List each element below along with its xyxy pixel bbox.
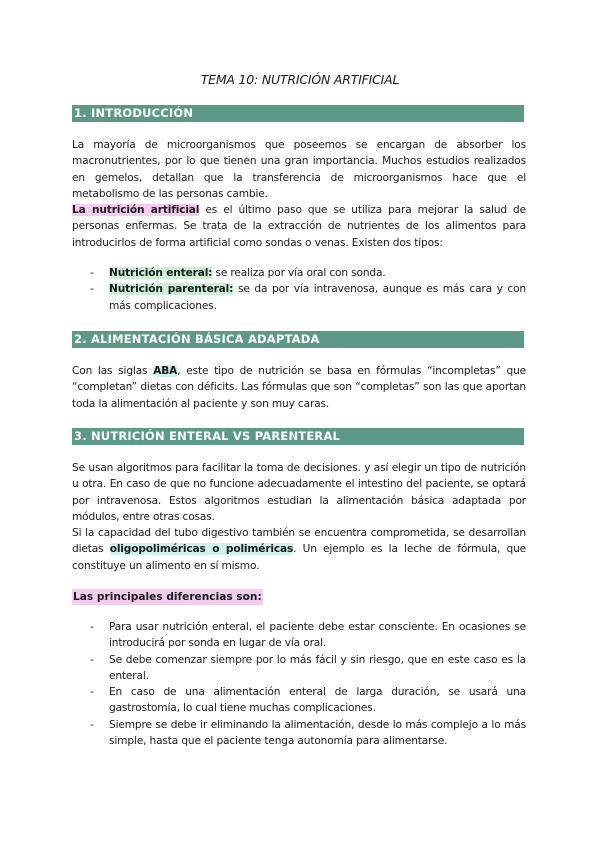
oligopolimericas-highlight: oligopoliméricas o poliméricas — [109, 543, 294, 556]
nutricion-artificial-highlight: La nutrición artificial — [72, 204, 200, 217]
differences-list — [72, 619, 526, 749]
list-item-text: se realiza por vía oral con sonda. — [212, 267, 386, 279]
nutrition-types-list — [72, 265, 526, 314]
list-item-term: Nutrición parenteral: — [109, 283, 234, 296]
section-body-alimentacion-basica — [72, 363, 526, 412]
list-item — [72, 652, 526, 685]
aba-text-before: Con las siglas — [72, 365, 154, 377]
dash-bullet: - — [90, 718, 94, 731]
algoritmos-paragraph: Se usan algoritmos para facilitar la toma de decisiones. y así elegir un tipo de nutrición u otra. En caso de que no funcione adecuadamente el intestino del paciente, se optará por intravenosa. Estos algoritmos estudian la alimentación básica adaptada por módulos, entre otras cosas. — [72, 462, 526, 523]
list-item-text: Siempre se debe ir eliminando la alimentación, desde lo más complejo a lo más simple, hasta que el paciente tenga autonomía para alimentarse. — [109, 718, 526, 748]
document-title: TEMA 10: NUTRICIÓN ARTIFICIAL — [200, 72, 400, 87]
section-heading-enteral-vs-parenteral: 3. NUTRICIÓN ENTERAL VS PARENTERAL — [72, 428, 524, 445]
dash-bullet: - — [90, 686, 94, 699]
list-item — [72, 717, 526, 750]
nutricion-artificial-paragraph — [72, 202, 526, 251]
nutricion-artificial-text: es el último paso que se utiliza para mejorar la salud de personas enfermas. Se trata de la extracción de nutrientes de los alimentos para introducirlos de forma artificial como sondas o venas. Existen dos tipos: — [72, 204, 526, 249]
section-heading-introduccion: 1. INTRODUCCIÓN — [72, 105, 524, 122]
dash-bullet: - — [90, 621, 94, 633]
aba-highlight: ABA — [153, 365, 178, 377]
tubo-text-before: Si la capacidad del tubo digestivo también se encuentra comprometida, se desarrollan dietas — [72, 527, 526, 556]
list-item-text: En caso de una alimentación enteral de larga duración, se usará una gastrostomía, lo cual tiene muchas complicaciones. — [109, 686, 526, 715]
list-item — [72, 684, 526, 717]
section-body-enteral-vs-parenteral — [72, 460, 526, 574]
list-item-term: Nutrición enteral: — [109, 267, 213, 279]
dash-bullet: - — [90, 283, 94, 296]
section-body-introduccion — [72, 137, 526, 251]
aba-paragraph — [72, 363, 526, 412]
list-item — [72, 619, 526, 652]
intro-paragraph: La mayoría de microorganismos que poseemos se encargan de absorber los macronutrientes, por lo que tienen una gran importancia. Muchos estudios realizados en gemelos, detallan que la transferencia de microorganismos hace que el metabolismo de las personas cambie. — [72, 139, 526, 200]
list-item-text: Para usar nutrición enteral, el paciente debe estar consciente. En ocasiones se introducirá por sonda en lugar de vía oral. — [109, 621, 526, 650]
list-item-text: Se debe comenzar siempre por lo más fácil y sin riesgo, que en este caso es la enteral. — [109, 653, 526, 682]
aba-text-after: , este tipo de nutrición se basa en fórmulas “incompletas” que “completan” dietas con déficits. Las fórmulas que son “completas” son las que aportan toda la alimentación al paciente y son muy caras. — [72, 365, 526, 410]
dash-bullet: - — [90, 653, 94, 666]
list-item — [72, 281, 526, 314]
list-item — [72, 265, 526, 281]
tubo-text-after: . Un ejemplo es la leche de fórmula, que constituye un alimento en sí mismo. — [72, 543, 526, 572]
principales-diferencias-subheading: Las principales diferencias son: — [73, 591, 262, 603]
dash-bullet: - — [90, 267, 94, 279]
section-heading-alimentacion-basica: 2. ALIMENTACIÓN BÁSICA ADAPTADA — [72, 331, 524, 348]
list-item-text: se da por vía intravenosa, aunque es más cara y con más complicaciones. — [109, 283, 526, 312]
tubo-digestivo-paragraph — [72, 525, 526, 574]
